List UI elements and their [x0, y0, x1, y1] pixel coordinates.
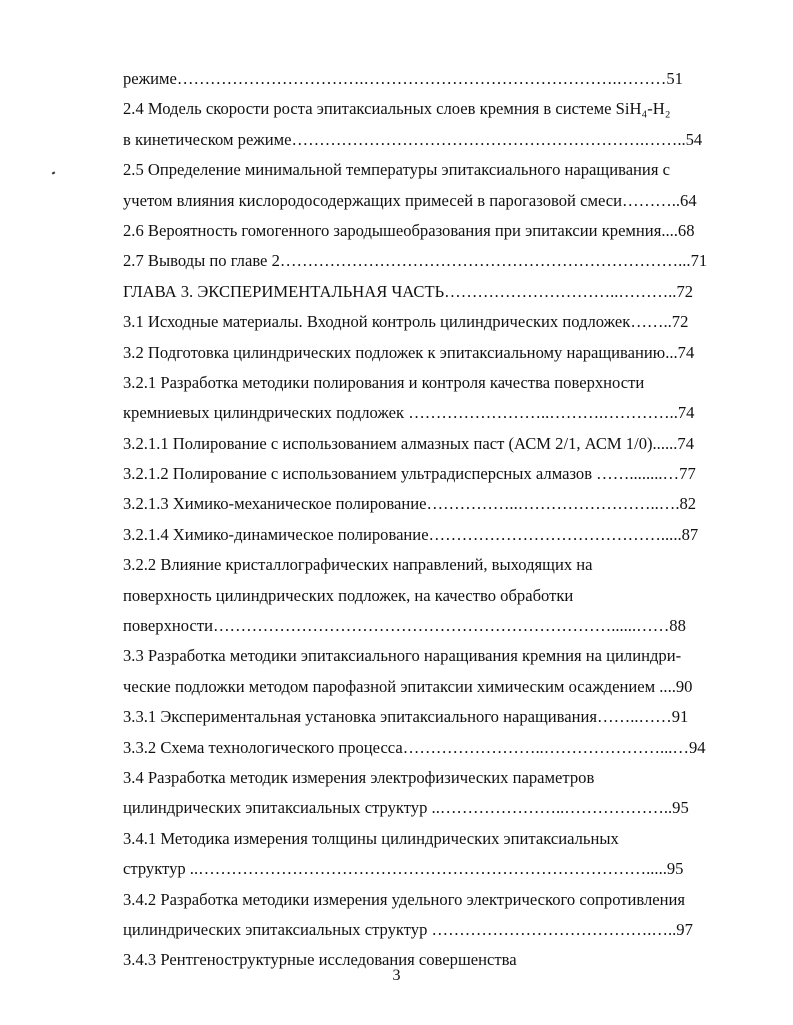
- toc-line: поверхности………………………………………………………………......……88: [123, 616, 686, 636]
- toc-line: 2.7 Выводы по главе 2………………………………………………………………...71: [123, 251, 708, 271]
- toc-line: режиме…………………………….……………………………………….………51: [123, 69, 683, 88]
- toc-line: 3.1 Исходные материалы. Входной контроль цилиндрических подложек……..72: [123, 312, 689, 332]
- scan-speck: [52, 171, 56, 174]
- toc-line: 3.3.1 Экспериментальная установка эпитаксиального наращивания……..……91: [123, 707, 689, 727]
- table-of-contents: [123, 64, 735, 976]
- toc-line: 3.2.1.2 Полирование с использованием ультрадисперсных алмазов ……........…77: [123, 464, 696, 484]
- toc-line: 3.4.1 Методика измерения толщины цилиндрических эпитаксиальных: [123, 828, 619, 848]
- toc-line: 3.2 Подготовка цилиндрических подложек к эпитаксиальному наращиванию...74: [123, 342, 695, 362]
- toc-line: 3.4.2 Разработка методики измерения удельного электрического сопротивления: [123, 889, 686, 909]
- toc-line: учетом влияния кислородосодержащих примесей в парогазовой смеси………..64: [123, 190, 697, 210]
- toc-line: 3.2.2 Влияние кристаллографических направлений, выходящих на: [123, 555, 593, 575]
- toc-line: ческие подложки методом парофазной эпитаксии химическим осаждением ....90: [123, 676, 693, 696]
- toc-line: 3.2.1.4 Химико-динамическое полирование…………………………………….....87: [123, 524, 699, 544]
- toc-line: 3.2.1 Разработка методики полирования и контроля качества поверхности: [123, 372, 645, 392]
- toc-line: структур ..……………………………………………………………………….....95: [123, 859, 684, 879]
- toc-line: 3.2.1.3 Химико-механическое полирование……………..……………………..….82: [123, 494, 697, 514]
- toc-line: 2.6 Вероятность гомогенного зародышеобразования при эпитаксии кремния....68: [123, 220, 695, 240]
- toc-line: 3.3 Разработка методики эпитаксиального наращивания кремния на цилиндри-: [123, 646, 682, 666]
- toc-line: цилиндрических эпитаксиальных структур ..…………………..………………..95: [123, 798, 689, 818]
- toc-line: 2.5 Определение минимальной температуры эпитаксиального наращивания с: [123, 160, 670, 180]
- toc-line: поверхность цилиндрических подложек, на качество обработки: [123, 585, 574, 605]
- toc-line: 3.2.1.1 Полирование с использованием алмазных паст (АСМ 2/1, АСМ 1/0)......74: [123, 433, 695, 453]
- toc-line: 2.4 Модель скорости роста эпитаксиальных слоев кремния в системе SiH₄-H₂: [123, 99, 671, 119]
- toc-line: 3.4.3 Рентгеноструктурные исследования совершенства: [123, 950, 517, 970]
- toc-line: 3.3.2 Схема технологического процесса……………………..…………………...…94: [123, 737, 706, 757]
- toc-line: цилиндрических эпитаксиальных структур ………………………………….…..97: [123, 919, 693, 939]
- toc-line: в кинетическом режиме……………………………………………………….……..54: [123, 129, 703, 149]
- toc-line: 3.4 Разработка методик измерения электрофизических параметров: [123, 767, 595, 787]
- toc-chapter-heading: ГЛАВА 3. ЭКСПЕРИМЕНТАЛЬНАЯ ЧАСТЬ…………………………..………..72: [123, 281, 694, 301]
- page-number: 3: [392, 967, 401, 984]
- toc-line: кремниевых цилиндрических подложек ……………………..……….…………..74: [123, 403, 695, 423]
